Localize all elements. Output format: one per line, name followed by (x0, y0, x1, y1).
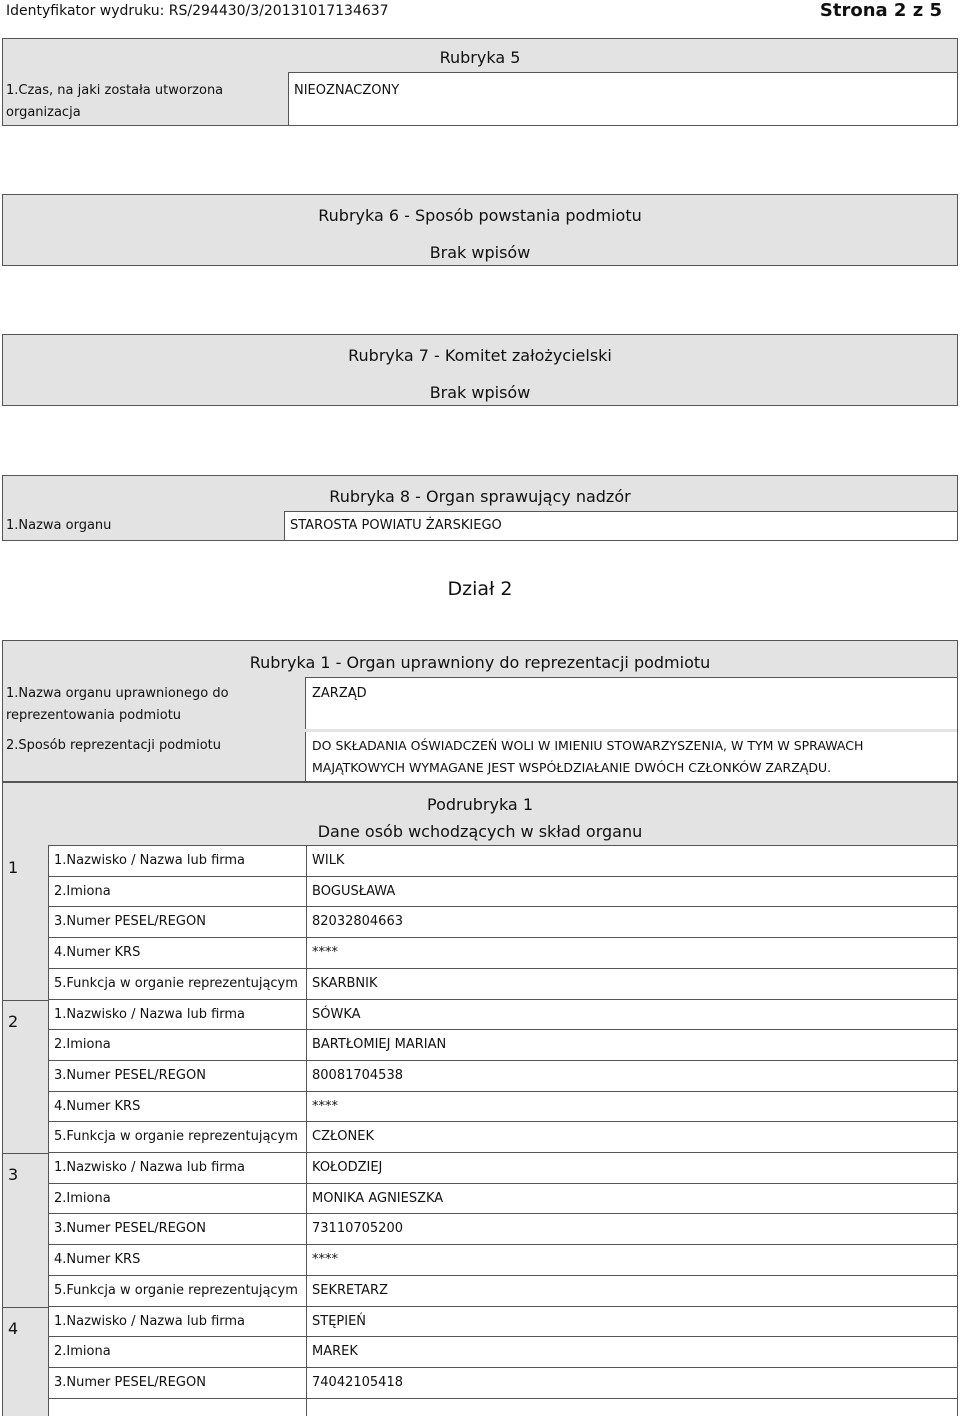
organ-label-name: 1.Nazwa organu uprawnionego do reprezentowania podmiotu (6, 686, 229, 723)
organ-value-name: ZARZĄD (312, 686, 367, 701)
person-value-pesel: 82032804663 (312, 914, 403, 930)
person-value-krs: **** (312, 945, 338, 961)
person-label-imiona: 2.Imiona (54, 883, 111, 899)
rubryka6-empty: Brak wpisów (429, 243, 531, 262)
rubryka7-title: Rubryka 7 - Komitet założycielski (348, 346, 612, 365)
person-value-nazwisko: SÓWKA (312, 1006, 361, 1022)
person-label-pesel: 3.Numer PESEL/REGON (54, 1067, 206, 1083)
person-value-pesel: 73110705200 (312, 1221, 403, 1237)
person-value-imiona: MAREK (312, 1344, 358, 1360)
person-label-pesel: 3.Numer PESEL/REGON (54, 914, 206, 930)
organ-value-method: DO SKŁADANIA OŚWIADCZEŃ WOLI W IMIENIU STOWARZYSZENIA, W TYM W SPRAWACH MAJĄTKOWYCH WYMAGANE JEST WSPÓŁDZIAŁANIE DWÓCH CZŁONKÓW ZARZĄDU. (312, 738, 864, 775)
person-value-pesel: 80081704538 (312, 1067, 403, 1083)
rubryka5-label: 1.Czas, na jaki została utworzona organizacja (6, 83, 224, 120)
person-value-krs: **** (312, 1252, 338, 1268)
rubryka8-value: STAROSTA POWIATU ŻARSKIEGO (290, 518, 502, 533)
person-label-imiona: 2.Imiona (54, 1190, 111, 1206)
page-number: Strona 2 z 5 (819, 0, 942, 21)
person-label-krs: 4.Numer KRS (54, 1098, 141, 1114)
person-value-krs: **** (312, 1098, 338, 1114)
person-value-imiona: BOGUSŁAWA (312, 883, 396, 899)
person-value-imiona: BARTŁOMIEJ MARIAN (312, 1037, 447, 1053)
organ-title: Rubryka 1 - Organ uprawniony do reprezentacji podmiotu (249, 653, 711, 672)
rubryka8-title: Rubryka 8 - Organ sprawujący nadzór (329, 487, 631, 506)
person-label-krs: 4.Numer KRS (54, 945, 141, 961)
person-label-nazwisko: 1.Nazwisko / Nazwa lub firma (54, 1160, 246, 1175)
person-label-imiona: 2.Imiona (54, 1037, 111, 1053)
person-label-krs: 4.Numer KRS (54, 1252, 141, 1268)
person-label-nazwisko: 1.Nazwisko / Nazwa lub firma (54, 1313, 246, 1329)
rubryka5-value: NIEOZNACZONY (294, 83, 400, 98)
rubryka8-label: 1.Nazwa organu (6, 518, 112, 533)
person-value-nazwisko: KOŁODZIEJ (312, 1160, 383, 1175)
person-label-pesel: 3.Numer PESEL/REGON (54, 1221, 206, 1237)
person-label-imiona: 2.Imiona (54, 1344, 111, 1360)
person-value-pesel: 74042105418 (312, 1374, 403, 1390)
person-label-nazwisko: 1.Nazwisko / Nazwa lub firma (54, 1006, 246, 1022)
person-label-funkcja: 5.Funkcja w organie reprezentującym (54, 975, 298, 991)
print-header (0, 0, 960, 22)
person-value-nazwisko: WILK (312, 853, 345, 868)
persons-title: Podrubryka 1 (427, 795, 533, 814)
person-value-nazwisko: STĘPIEŃ (312, 1313, 367, 1329)
person-value-funkcja: SEKRETARZ (312, 1282, 389, 1298)
person-number: 1 (8, 858, 19, 877)
person-value-funkcja: SKARBNIK (312, 975, 378, 991)
persons-subtitle: Dane osób wchodzących w skład organu (317, 822, 643, 841)
section-title: Dział 2 (447, 578, 513, 600)
person-value-imiona: MONIKA AGNIESZKA (312, 1190, 444, 1206)
rubryka5-title: Rubryka 5 (439, 48, 521, 67)
organ-label-method: 2.Sposób reprezentacji podmiotu (6, 738, 221, 753)
person-value-funkcja: CZŁONEK (312, 1129, 374, 1145)
person-label-nazwisko: 1.Nazwisko / Nazwa lub firma (54, 853, 246, 868)
person-number: 2 (8, 1011, 19, 1031)
rubryka7-empty: Brak wpisów (429, 383, 531, 402)
person-label-funkcja: 5.Funkcja w organie reprezentującym (54, 1129, 298, 1145)
person-label-pesel: 3.Numer PESEL/REGON (54, 1374, 206, 1390)
person-label-funkcja: 5.Funkcja w organie reprezentującym (54, 1282, 298, 1298)
rubryka6-title: Rubryka 6 - Sposób powstania podmiotu (318, 206, 642, 225)
document-id: Identyfikator wydruku: RS/294430/3/20131017134637 (6, 3, 389, 19)
person-number: 4 (8, 1318, 19, 1338)
person-number: 3 (8, 1165, 19, 1184)
